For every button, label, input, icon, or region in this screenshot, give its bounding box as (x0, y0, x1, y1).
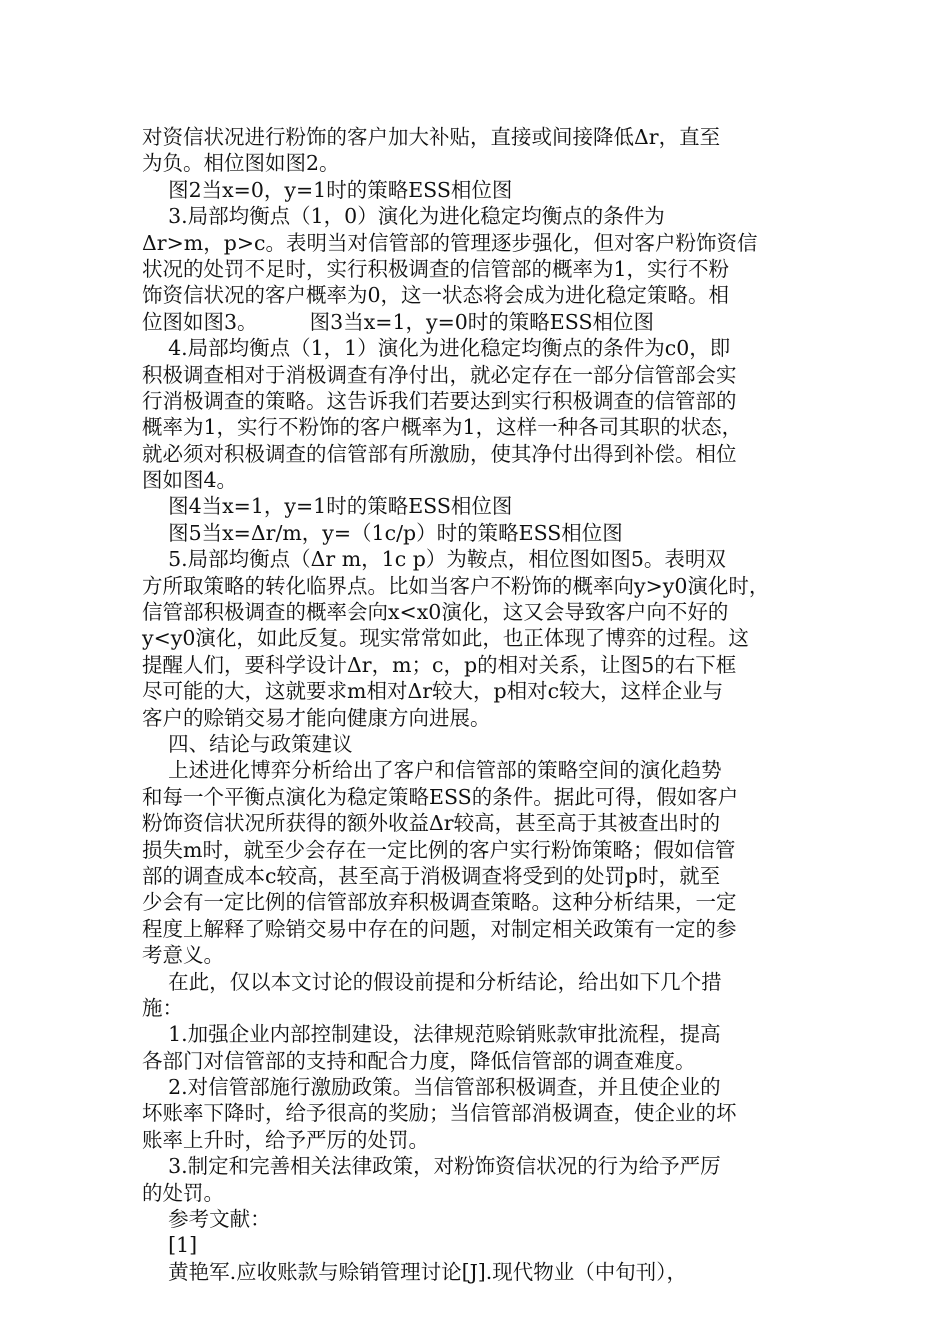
figure-caption: 图5当x=Δr/m，y=（1c/p）时的策略ESS相位图 (142, 520, 623, 545)
reference-number: [1] (142, 1233, 198, 1258)
text-line: 在此，仅以本文讨论的假设前提和分析结论，给出如下几个措 (142, 969, 722, 994)
text-line: 4.局部均衡点（1，1）演化为进化稳定均衡点的条件为c0，即 (142, 336, 731, 361)
text-line: 5.局部均衡点（Δr m，1c p）为鞍点，相位图如图5。表明双 (142, 547, 726, 572)
section-heading: 四、结论与政策建议 (142, 731, 353, 756)
list-item: 1.加强企业内部控制建设，法律规范赊销账款审批流程，提高 (142, 1022, 721, 1047)
text-line: 部的调查成本c较高，甚至高于消极调查将受到的处罚p时，就至 (142, 863, 721, 888)
list-item: 的处罚。 (142, 1180, 224, 1205)
list-item: 2.对信管部施行激励政策。当信管部积极调查，并且使企业的 (142, 1075, 721, 1100)
text-line: Δr>m，p>c。表明当对信管部的管理逐步强化，但对客户粉饰资信 (142, 230, 758, 255)
text-line: 提醒人们，要科学设计Δr，m；c，p的相对关系，让图5的右下框 (142, 652, 737, 677)
text-line: 尽可能的大，这就要求m相对Δr较大，p相对c较大，这样企业与 (142, 679, 724, 704)
text-line: 少会有一定比例的信管部放弃积极调查策略。这种分析结果，一定 (142, 890, 737, 915)
text-line: 上述进化博弈分析给出了客户和信管部的策略空间的演化趋势 (142, 758, 722, 783)
text-line: 位图如图3。 图3当x=1，y=0时的策略ESS相位图 (142, 309, 654, 334)
text-line: 积极调查相对于消极调查有净付出，就必定存在一部分信管部会实 (142, 362, 737, 387)
list-item: 坏账率下降时，给予很高的奖励；当信管部消极调查，使企业的坏 (142, 1101, 737, 1126)
text-line: 图如图4。 (142, 468, 238, 493)
text-line: 施： (142, 995, 183, 1020)
text-line: 行消极调查的策略。这告诉我们若要达到实行积极调查的信管部的 (142, 388, 737, 413)
text-line: 和每一个平衡点演化为稳定策略ESS的条件。据此可得，假如客户 (142, 784, 739, 809)
text-line: 客户的赊销交易才能向健康方向进展。 (142, 705, 491, 730)
figure-caption: 图4当x=1，y=1时的策略ESS相位图 (142, 494, 513, 519)
list-item: 3.制定和完善相关法律政策，对粉饰资信状况的行为给予严厉 (142, 1154, 721, 1179)
text-line: 饰资信状况的客户概率为0，这一状态将会成为进化稳定策略。相 (142, 283, 730, 308)
text-line: 为负。相位图如图2。 (142, 151, 340, 176)
list-item: 各部门对信管部的支持和配合力度，降低信管部的调查难度。 (142, 1048, 696, 1073)
text-line: 方所取策略的转化临界点。比如当客户不粉饰的概率向y>y0演化时， (142, 573, 770, 598)
text-line: 状况的处罚不足时，实行积极调查的信管部的概率为1，实行不粉 (142, 256, 730, 281)
text-line: y<y0演化，如此反复。现实常常如此，也正体现了博弈的过程。这 (142, 626, 749, 651)
list-item: 账率上升时，给予严厉的处罚。 (142, 1127, 429, 1152)
reference-entry: 黄艳军.应收账款与赊销管理讨论[J].现代物业（中旬刊）， (142, 1259, 688, 1284)
references-heading: 参考文献： (142, 1207, 271, 1232)
text-line: 信管部积极调查的概率会向x<x0演化，这又会导致客户向不好的 (142, 600, 729, 625)
text-line: 概率为1，实行不粉饰的客户概率为1，这样一种各司其职的状态， (142, 415, 743, 440)
text-line: 对资信状况进行粉饰的客户加大补贴，直接或间接降低Δr，直至 (142, 125, 721, 149)
body-text (142, 124, 818, 1285)
text-line: 粉饰资信状况所获得的额外收益Δr较高，甚至高于其被查出时的 (142, 811, 721, 836)
figure-caption: 图2当x=0，y=1时的策略ESS相位图 (142, 177, 513, 202)
text-line: 程度上解释了赊销交易中存在的问题，对制定相关政策有一定的参 (142, 916, 737, 941)
text-line: 就必须对积极调查的信管部有所激励，使其净付出得到补偿。相位 (142, 441, 737, 466)
text-line: 损失m时，就至少会存在一定比例的客户实行粉饰策略；假如信管 (142, 837, 736, 862)
text-line: 考意义。 (142, 943, 224, 968)
text-line: 3.局部均衡点（1，0）演化为进化稳定均衡点的条件为 (142, 204, 665, 229)
